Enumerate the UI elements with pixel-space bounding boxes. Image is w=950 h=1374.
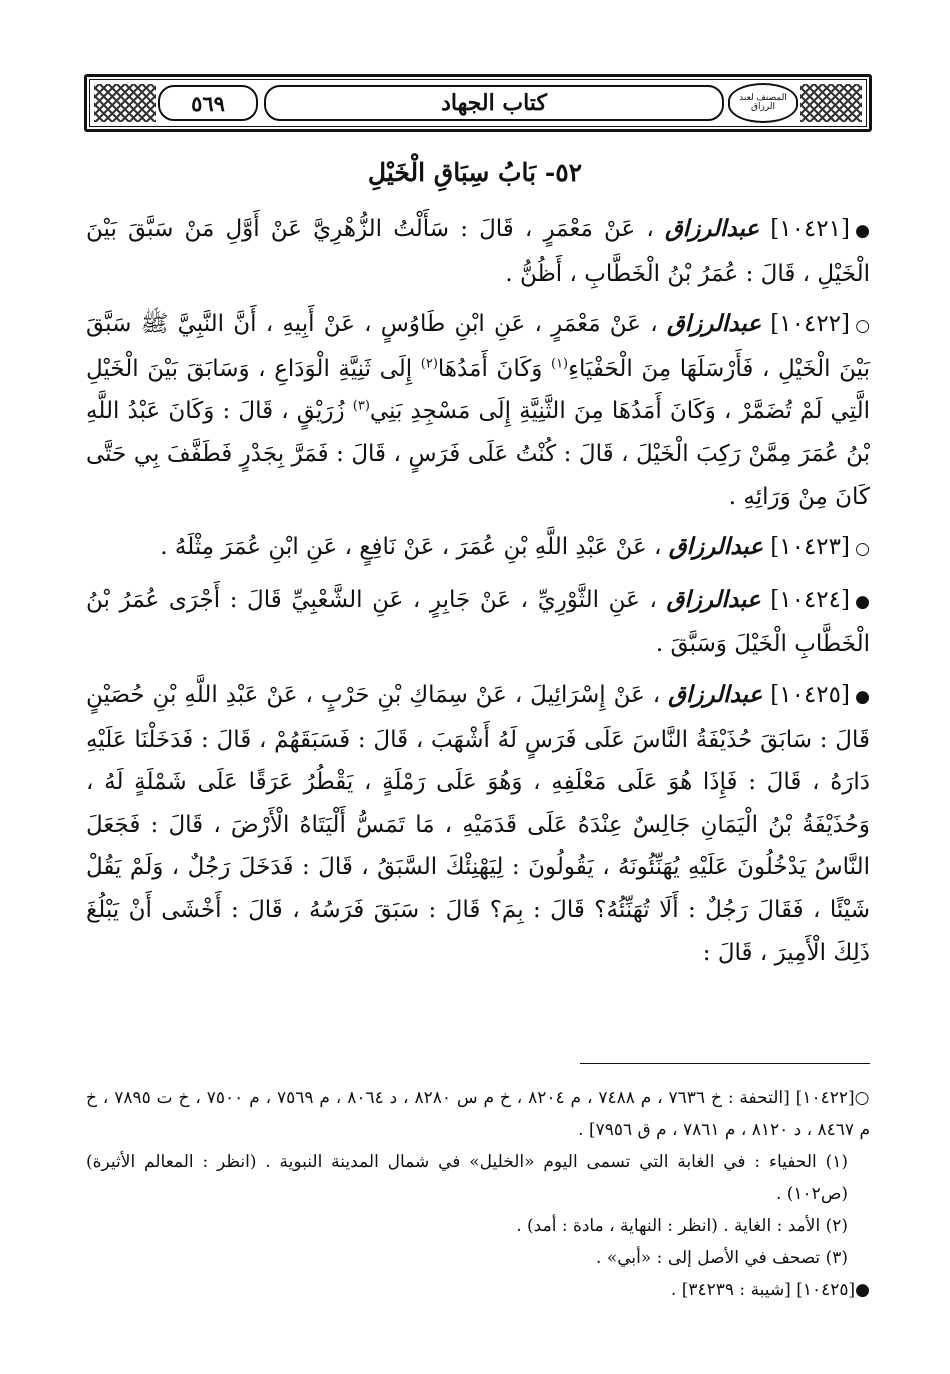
footnote-ref[interactable]: (١) — [550, 356, 569, 372]
hadith-entry — [86, 208, 870, 295]
hadith-number: [١٠٤٢٥] — [770, 681, 850, 708]
footnote-item — [86, 1082, 870, 1146]
entry-marker: ○ — [855, 316, 871, 337]
narrator-name: عبدالرزاق — [666, 585, 761, 613]
chapter-heading: ٥٢- بَابُ سِبَاقِ الْخَيْلِ — [367, 158, 583, 187]
footnotes — [86, 1082, 870, 1306]
narrator-name: عبدالرزاق — [664, 215, 760, 242]
hadith-number: [١٠٤٢٣] — [770, 534, 850, 561]
hadith-entry — [86, 674, 870, 974]
hadith-text: زُرَيْقٍ ، قَالَ : وَكَانَ عَبْدُ اللَّهِ بْنُ عُمَرَ مِمَّنْ رَكِبَ الْخَيْلَ ، قَالَ : كُنْتُ عَلَى فَرَسٍ ، قَالَ : فَمَرَّ بِجَدْرٍ فَطَفَّفَ بِي حَتَّى كَانَ مِنْ وَرَائِهِ . — [86, 398, 870, 510]
hadith-text: ، عَنْ إِسْرَائِيلَ ، عَنْ سِمَاكِ بْنِ حَرْبٍ ، عَنْ عَبْدِ اللَّهِ بْنِ حُصَيْنٍ قَالَ : سَابَقَ حُذَيْفَةُ النَّاسَ عَلَى فَرَسٍ لَهُ أَشْهَبَ ، قَالَ : فَسَبَقَهُمْ ، قَالَ : فَدَخَلْنَا عَلَيْهِ دَارَهُ ، قَالَ : فَإِذَا هُوَ عَلَى مَعْلَفِهِ ، وَهُوَ عَلَى رَمْلَةٍ ، يَقْطُرُ عَرَقًا عَلَى شَمْلَةٍ لَهُ ، وَحُذَيْفَةُ بْنُ الْيَمَانِ جَالِسٌ عِنْدَهُ عَلَى قَدَمَيْهِ ، مَا تَمَسُّ أَلْيَتَاهُ الْأَرْضَ ، قَالَ : فَجَعَلَ النَّاسُ يَدْخُلُونَ عَلَيْهِ يُهَنِّئُونَهُ ، يَقُولُونَ : لِيَهْنِئْكَ السَّبَقُ ، قَالَ : فَدَخَلَ رَجُلٌ ، وَلَمْ يَقُلْ شَيْئًا ، فَقَالَ رَجُلٌ : أَلَا تُهَنِّئُهُ؟ قَالَ : بِمَ؟ قَالَ : سَبَقَ فَرَسُهُ ، قَالَ : أَخْشَى أَنْ يَبْلُغَ ذَلِكَ الْأَمِيرَ ، قَالَ : — [86, 681, 870, 966]
header-title-box — [264, 85, 724, 121]
hadith-entry — [86, 579, 870, 666]
page-header — [84, 74, 872, 132]
hadith-number: [١٠٤٢١] — [770, 216, 851, 242]
footnote-ref[interactable]: (٣) — [352, 398, 370, 414]
footnote-item — [86, 1274, 870, 1306]
hadith-entry — [86, 526, 870, 571]
page-number — [158, 85, 258, 121]
footnote-text: [١٠٤٢٢] [التحفة : خ ٧٦٣٦ ، م ٧٤٨٨ ، م ٨٢٠٤ ، خ م س ٨٢٨٠ ، د ٨٠٦٤ ، م ٧٥٦٩ ، م ٧٥٠٠ ، خ ت ٧٨٩٥ ، خ م ٨٤٦٧ ، د ٨١٢٠ ، م ٧٨٦١ ، م ق ٧٩٥٦] . — [86, 1088, 870, 1140]
hadith-number: [١٠٤٢٤] — [770, 586, 851, 613]
narrator-name: عبدالرزاق — [668, 680, 763, 708]
hadith-text: ، عَنْ عَبْدِ اللَّهِ بْنِ عُمَرَ ، عَنْ نَافِعٍ ، عَنِ ابْنِ عُمَرَ مِثْلَهُ . — [160, 534, 662, 561]
footnote-marker: ○ — [854, 1088, 870, 1108]
header-ornament-left — [94, 84, 156, 122]
series-logo-text: المصنف لعبد الرزاق — [739, 93, 787, 112]
footnote-text: [١٠٤٢٥] [شيبة : ٣٤٢٣٩] . — [670, 1280, 856, 1300]
entry-marker: ● — [855, 221, 871, 241]
hadith-text: إِلَى ثَنِيَّةِ الْوَدَاعِ ، وَسَابَقَ بَيْنَ الْخَيْلِ الَّتِي لَمْ تُضَمَّرْ ، وَكَانَ أَمَدُهَا مِنَ الثَّنِيَّةِ إِلَى مَسْجِدِ بَنِي — [86, 355, 870, 425]
footnote-item — [86, 1210, 848, 1242]
header-ornament-right — [800, 84, 862, 122]
page-number-text: ٥٦٩ — [191, 90, 225, 116]
entry-marker: ○ — [855, 539, 870, 560]
hadith-text: ، عَنْ مَعْمَرٍ ، عَنِ ابْنِ طَاوُسٍ ، عَنْ أَبِيهِ ، أَنَّ النَّبِيَّ ﷺ سَبَّقَ بَيْنَ الْخَيْلِ ، فَأَرْسَلَهَا مِنَ الْحَفْيَاءِ — [86, 311, 871, 382]
hadith-entry — [86, 303, 870, 518]
hadith-text: ، عَنْ مَعْمَرٍ ، قَالَ : سَأَلْتُ الزُّهْرِيَّ عَنْ أَوَّلِ مَنْ سَبَّقَ بَيْنَ الْخَيْلِ ، قَالَ : عُمَرُ بْنُ الْخَطَّابِ ، أَظُنُّ . — [86, 216, 870, 287]
hadith-text: وَكَانَ أَمَدُهَا — [437, 355, 543, 382]
footnote-item — [86, 1242, 848, 1274]
book-title: كتاب الجهاد — [441, 90, 547, 116]
entry-marker: ● — [855, 686, 870, 707]
main-text — [86, 208, 870, 982]
footnote-text: (٢) الأمد : الغاية . (انظر : النهاية ، مادة : أمد) . — [516, 1216, 848, 1236]
footnote-marker: ● — [855, 1280, 870, 1300]
narrator-name: عبدالرزاق — [668, 533, 763, 561]
entry-marker: ● — [855, 591, 871, 612]
footnote-text: (١) الحفياء : في الغابة التي تسمى اليوم «الخليل» في شمال المدينة النبوية . (انظر : المعالم الأثيرة) (ص١٠٢) . — [86, 1152, 848, 1204]
narrator-name: عبدالرزاق — [666, 310, 762, 338]
footnote-text: (٣) تصحف في الأصل إلى : «أبي» . — [596, 1248, 848, 1268]
hadith-number: [١٠٤٢٢] — [770, 311, 851, 338]
series-logo — [728, 83, 798, 123]
footnote-ref[interactable]: (٢) — [420, 356, 438, 372]
hadith-text: ، عَنِ الثَّوْرِيِّ ، عَنْ جَابِرٍ ، عَنِ الشَّعْبِيِّ قَالَ : أَجْرَى عُمَرُ بْنُ الْخَطَّابِ الْخَيْلَ وَسَبَّقَ . — [86, 586, 870, 658]
footnote-item — [86, 1146, 848, 1210]
footnote-divider — [580, 1063, 870, 1064]
